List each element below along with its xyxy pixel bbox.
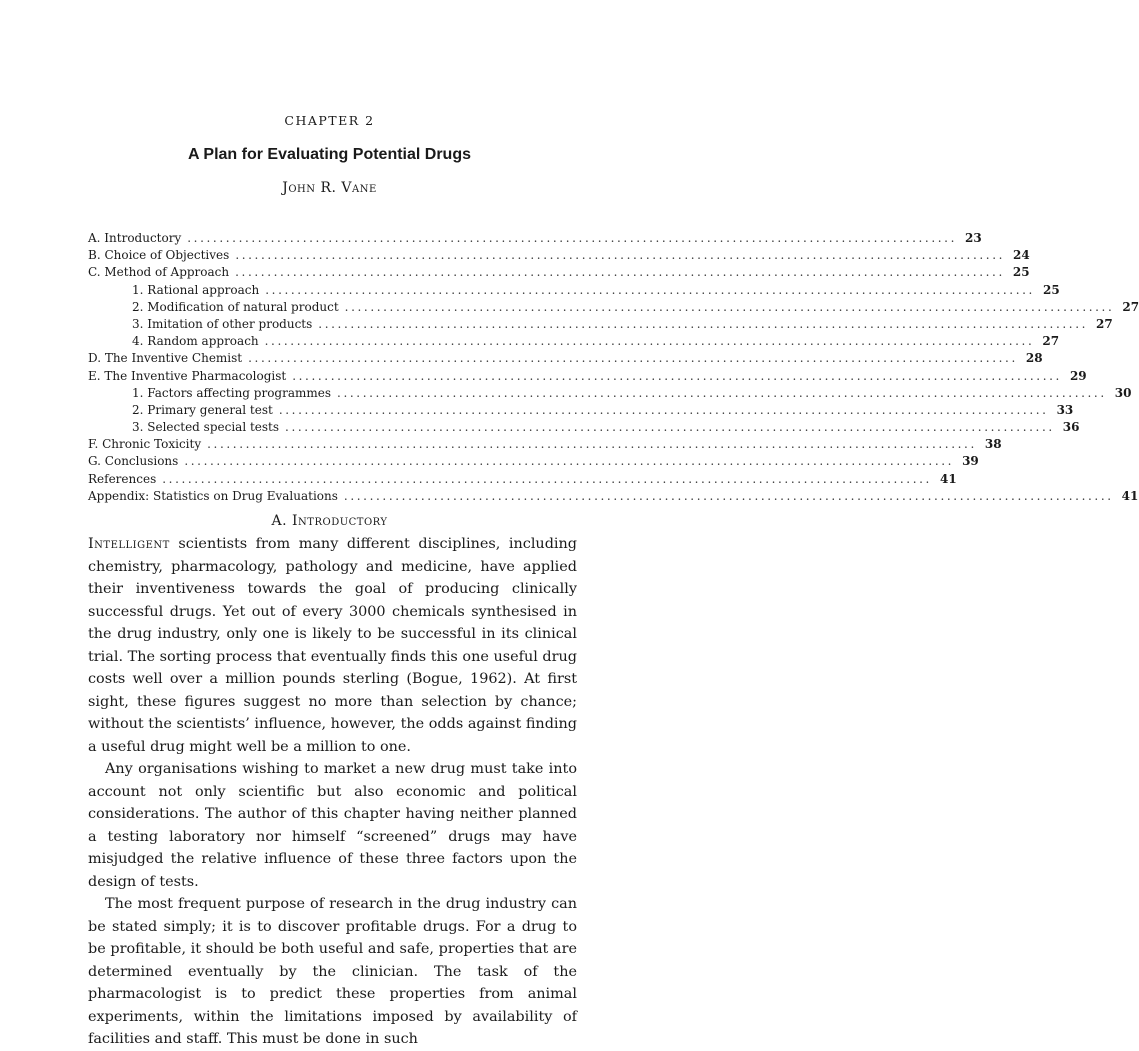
toc-leader-dots: ........................................................................................................................ — [184, 454, 955, 469]
paragraph-3: The most frequent purpose of research in the drug industry can be stated simply; it is to discover profitable drugs. For a drug to be profitable, it should be both useful and safe, properties that are determined eventually by the clinician. The task of the pharmacologist is to predict these properties from animal experiments, within the limitations imposed by availability of facilities and staff. This must be done in such — [88, 896, 577, 1047]
toc-entry-page: 25 — [1042, 282, 1060, 297]
toc-entry-label: Appendix: Statistics on Drug Evaluations — [88, 488, 338, 503]
lead-word: Intelligent — [88, 536, 170, 552]
toc-leader-dots: ........................................................................................................................ — [235, 265, 1005, 280]
toc-leader-dots: ........................................................................................................................ — [292, 368, 1062, 383]
toc-entry — [88, 247, 1030, 264]
toc-entry-label: 3. Selected special tests — [132, 420, 280, 435]
toc-leader-dots: ........................................................................................................................ — [318, 316, 1089, 331]
toc-entry-label: A. Introductory — [88, 231, 182, 245]
toc-entry — [88, 316, 1113, 333]
toc-entry — [88, 488, 1139, 505]
toc-entry — [88, 299, 1139, 316]
toc-entry-label: 4. Random approach — [132, 334, 259, 349]
toc-entry-page: 27 — [1096, 316, 1113, 331]
toc-leader-dots: ........................................................................................................................ — [337, 385, 1107, 400]
toc-entry — [88, 282, 1060, 299]
toc-leader-dots: ........................................................................................................................ — [265, 282, 1035, 297]
toc-leader-dots: ........................................................................................................................ — [285, 420, 1055, 435]
toc-entry-label: 1. Rational approach — [132, 282, 260, 297]
toc-entry-page: 23 — [964, 231, 982, 245]
toc-entry-label: 3. Imitation of other products — [132, 316, 313, 331]
chapter-title: A Plan for Evaluating Potential Drugs — [188, 146, 471, 163]
toc-entry-label: 2. Modification of natural product — [132, 299, 339, 314]
toc-entry — [88, 368, 1087, 385]
table-of-contents — [88, 230, 1139, 505]
toc-entry — [88, 453, 979, 470]
toc-entry-page: 33 — [1056, 402, 1074, 417]
toc-leader-dots: ........................................................................................................................ — [343, 488, 1114, 503]
toc-entry-label: 2. Primary general test — [132, 402, 273, 417]
toc-entry-page: 25 — [1012, 265, 1030, 280]
toc-entry-page: 41 — [939, 471, 957, 486]
toc-entry — [88, 436, 1002, 453]
toc-leader-dots: ........................................................................................................................ — [264, 334, 1035, 349]
toc-entry-label: C. Method of Approach — [88, 265, 230, 280]
toc-leader-dots: ........................................................................................................................ — [207, 437, 977, 452]
chapter-label: CHAPTER 2 — [284, 113, 375, 128]
toc-entry-page: 30 — [1114, 385, 1132, 400]
toc-entry-label: G. Conclusions — [88, 454, 179, 469]
toc-entry-page: 38 — [984, 437, 1002, 452]
toc-entry-page: 27 — [1042, 334, 1060, 349]
toc-leader-dots: ........................................................................................................................ — [162, 471, 932, 486]
toc-leader-dots: ........................................................................................................................ — [278, 402, 1049, 417]
toc-entry-label: D. The Inventive Chemist — [88, 351, 243, 366]
toc-entry — [88, 350, 1043, 367]
toc-entry — [88, 402, 1074, 419]
toc-entry-label: B. Choice of Objectives — [88, 248, 230, 263]
toc-entry-page: 29 — [1069, 368, 1087, 383]
toc-entry — [88, 264, 1030, 281]
toc-entry-page: 24 — [1013, 248, 1030, 263]
toc-entry — [88, 385, 1132, 402]
toc-leader-dots: ........................................................................................................................ — [248, 351, 1018, 366]
toc-entry-page: 41 — [1121, 488, 1139, 503]
toc-entry-page: 27 — [1122, 299, 1139, 314]
paragraph-1 — [88, 533, 577, 758]
toc-entry-label: F. Chronic Toxicity — [88, 437, 202, 452]
author-name: John R. Vane — [282, 180, 377, 196]
section-heading: A. Introductory — [271, 513, 388, 529]
toc-entry — [88, 333, 1060, 350]
toc-entry — [88, 471, 957, 488]
toc-leader-dots: ........................................................................................................................ — [344, 299, 1115, 314]
toc-entry-label: E. The Inventive Pharmacologist — [88, 368, 287, 383]
paragraph-1-text: scientists from many different disciplines, including chemistry, pharmacology, pathology and medicine, have applied their inventiveness towards the goal of producing clinically successful drugs. Yet out of every 3000 chemicals synthesised in the drug industry, only one is likely to be successful in its clinical trial. The sorting process that eventually finds this one useful drug costs well over a million pounds sterling (Bogue, 1962). At first sight, these figures suggest no more than selection by chance; without the scientists’ influence, however, the odds against finding a useful drug might well be a million to one. — [88, 536, 577, 755]
toc-entry-label: 1. Factors affecting programmes — [132, 385, 332, 400]
toc-entry-label: References — [88, 471, 157, 486]
toc-entry — [88, 230, 982, 247]
paragraph-2: Any organisations wishing to market a new drug must take into account not only scientific but also economic and political considerations. The author of this chapter having neither planned a testing laboratory nor himself “screened” drugs may have misjudged the relative influence of these three factors upon the design of tests. — [88, 761, 577, 890]
toc-entry-page: 28 — [1025, 351, 1043, 366]
toc-entry-page: 39 — [962, 454, 979, 469]
toc-leader-dots: ........................................................................................................................ — [187, 231, 957, 245]
toc-entry — [88, 419, 1080, 436]
toc-entry-page: 36 — [1062, 420, 1080, 435]
toc-leader-dots: ........................................................................................................................ — [235, 248, 1006, 263]
body-text — [88, 533, 577, 1051]
